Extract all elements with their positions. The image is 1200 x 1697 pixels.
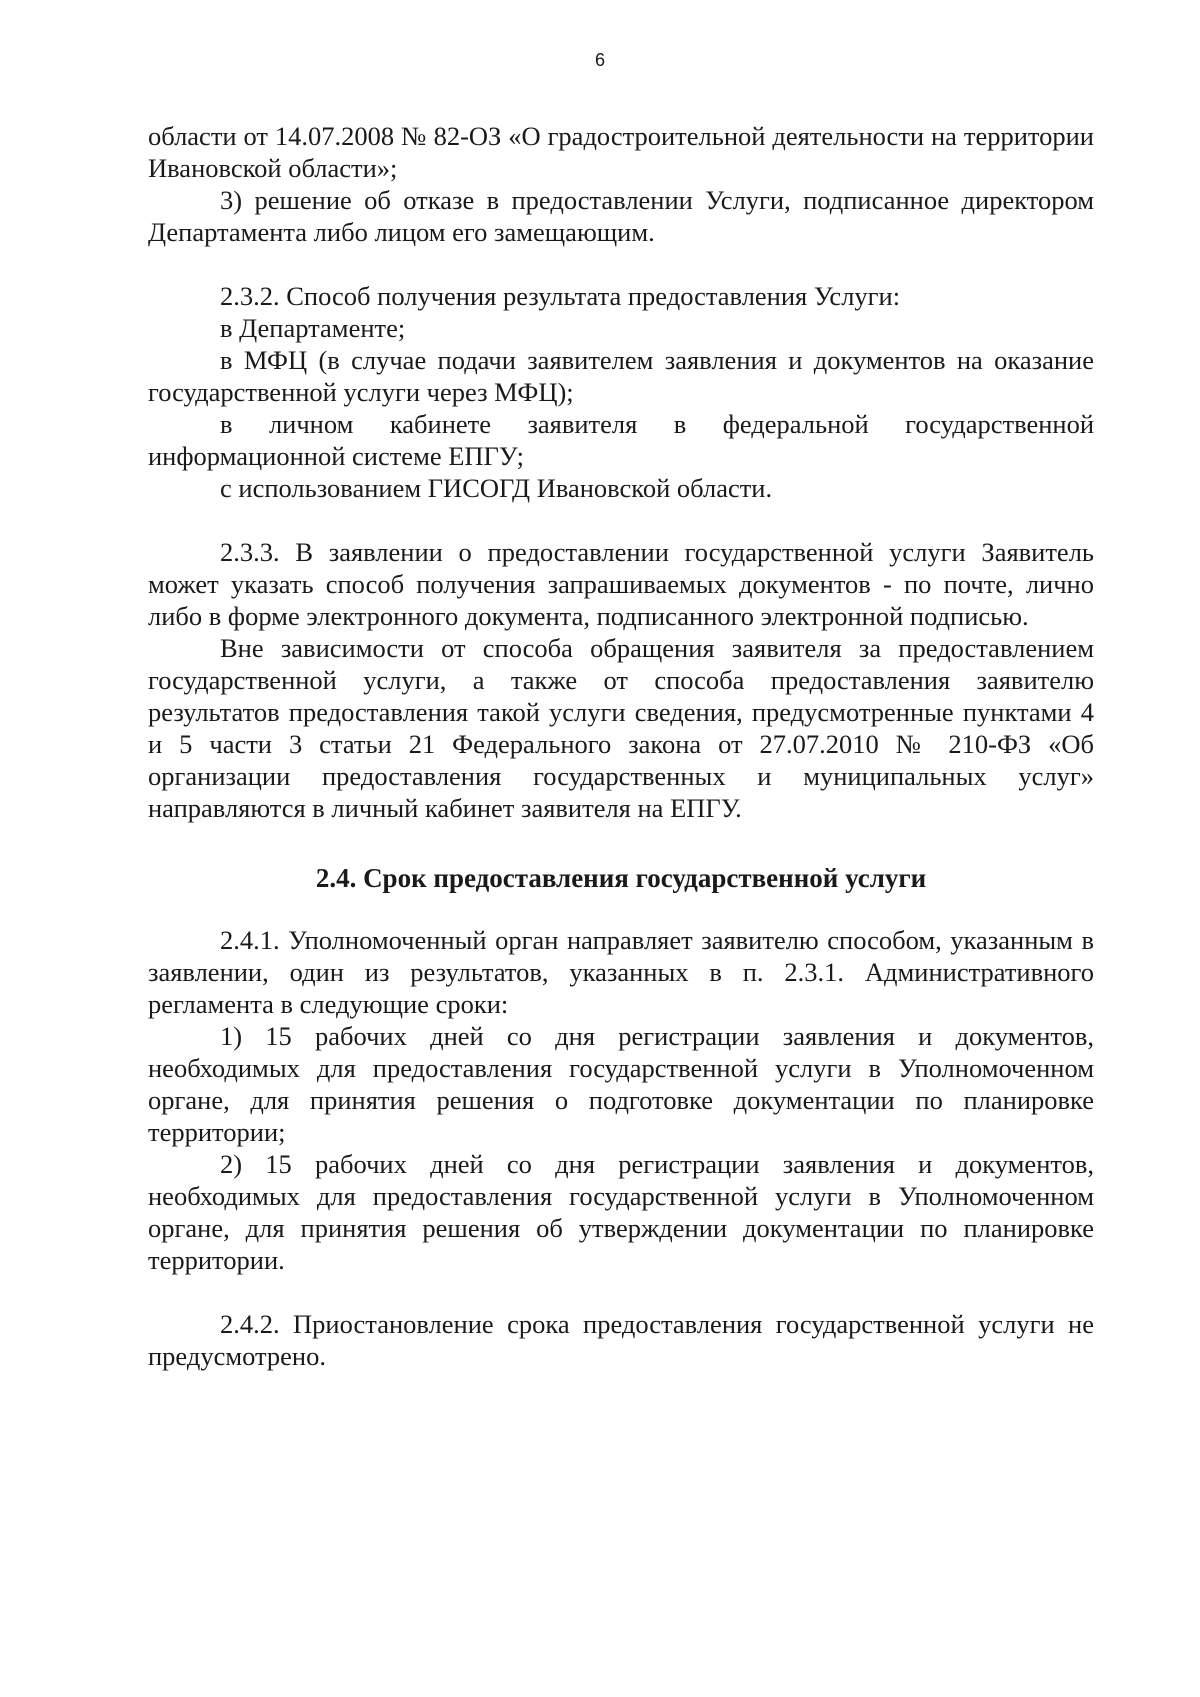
paragraph-personal-cabinet: в личном кабинете заявителя в федеральной государственной информационной системе ЕПГУ;: [148, 409, 1094, 471]
paragraph-2-4-1: 2.4.1. Уполномоченный орган направляет заявителю способом, указанным в заявлении, один из результатов, указанных в п. 2.3.1. Административного регламента в следующие сроки:: [148, 925, 1094, 1019]
page-number: 6: [594, 50, 605, 70]
paragraph-term-2: 2) 15 рабочих дней со дня регистрации заявления и документов, необходимых для предоставления государственной услуги в Уполномоченном органе, для принятия решения об утверждении документации по планировке территории.: [148, 1149, 1094, 1275]
document-body: [148, 120, 1094, 1372]
section-heading: 2.4. Срок предоставления государственной услуги: [315, 863, 927, 893]
paragraph-gisogd: с использованием ГИСОГД Ивановской области.: [220, 473, 773, 503]
paragraph-in-mfc: в МФЦ (в случае подачи заявителем заявления и документов на оказание государственной услуги через МФЦ);: [148, 345, 1094, 407]
paragraph-2-3-3: 2.3.3. В заявлении о предоставлении государственной услуги Заявитель может указать способ получения запрашиваемых документов - по почте, лично либо в форме электронного документа, подписанного электронной подписью.: [148, 537, 1094, 631]
paragraph-term-1: 1) 15 рабочих дней со дня регистрации заявления и документов, необходимых для предоставления государственной услуги в Уполномоченном органе, для принятия решения о подготовке документации по планировке территории;: [148, 1021, 1094, 1147]
paragraph-regardless: Вне зависимости от способа обращения заявителя за предоставлением государственной услуги, а также от способа предоставления заявителю результатов предоставления такой услуги сведения, предусмотренные пунктами 4 и 5 части 3 статьи 21 Федерального закона от 27.07.2010 № 210-ФЗ «Об организации предоставления государственных и муниципальных услуг» направляются в личный кабинет заявителя на ЕПГУ.: [148, 633, 1094, 823]
paragraph-2-3-2: 2.3.2. Способ получения результата предоставления Услуги:: [220, 281, 901, 311]
paragraph-2-4-2: 2.4.2. Приостановление срока предоставления государственной услуги не предусмотрено.: [148, 1309, 1094, 1371]
paragraph-law-reference: области от 14.07.2008 № 82-ОЗ «О градостроительной деятельности на территории Ивановской области»;: [148, 121, 1094, 183]
paragraph-in-department: в Департаменте;: [220, 313, 406, 343]
paragraph-refusal-decision: 3) решение об отказе в предоставлении Услуги, подписанное директором Департамента либо лицом его замещающим.: [148, 185, 1094, 247]
